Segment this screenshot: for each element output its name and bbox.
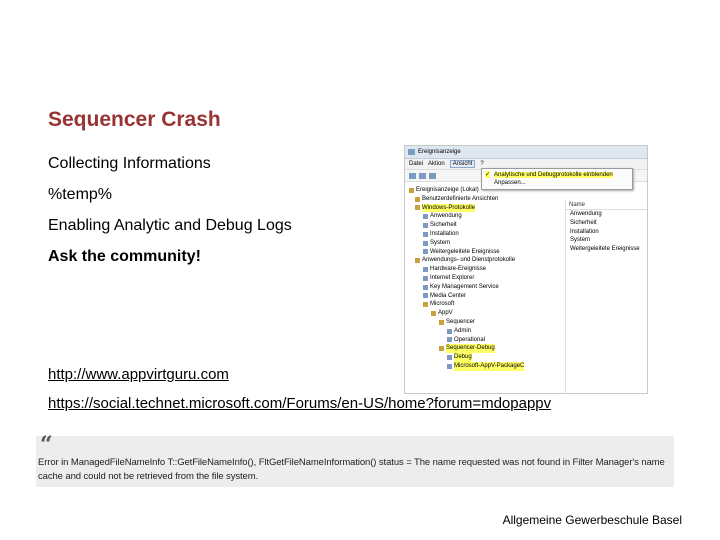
tree-item[interactable]: Microsoft [409,300,547,309]
menu-ansicht[interactable]: Ansicht [450,160,476,168]
menu-help[interactable]: ? [480,161,484,167]
log-icon [423,241,428,246]
tree-item[interactable]: Hardware-Ereignisse [409,265,547,274]
column-header-name[interactable]: Name [566,201,648,210]
log-icon [447,364,452,369]
log-icon [423,293,428,298]
log-icon [423,276,428,281]
log-icon [423,249,428,254]
footer-school-name: Allgemeine Gewerbeschule Basel [502,513,682,527]
bullet-enabling-logs: Enabling Analytic and Debug Logs [48,217,292,234]
window-titlebar [405,146,647,159]
tree-item[interactable]: Internet Explorer [409,274,547,283]
tree-item-appv-package[interactable]: Microsoft-AppV-PackageC [409,362,547,371]
event-viewer-screenshot [404,145,648,394]
tree-item[interactable]: Sequencer [409,318,547,327]
tree-item[interactable]: Benutzerdefinierte Ansichten [409,195,547,204]
tree-item[interactable]: AppV [409,309,547,318]
error-quote-text: Error in ManagedFileNameInfo T::GetFileNameInfo(), FltGetFileNameInformation() status = The name requested was not found in Filter Manager's name cache and could not be retrieved from the file system. [38,457,665,482]
properties-icon[interactable] [429,173,436,179]
list-item[interactable]: Anwendung [570,211,602,217]
tree-item-sequencer-debug[interactable]: Sequencer-Debug [409,344,547,353]
tree-item[interactable]: Anwendung [409,212,547,221]
error-quote-box [36,432,674,487]
tree-item[interactable]: Admin [409,327,547,336]
folder-icon [409,188,414,193]
list-item[interactable]: Installation [570,228,599,235]
list-item[interactable]: Sicherheit [570,219,597,226]
log-icon [447,355,452,360]
folder-icon [439,320,444,325]
tree-item[interactable]: Weitergeleitete Ereignisse [409,248,547,257]
tree-item[interactable]: Installation [409,230,547,239]
log-list-pane [565,201,648,394]
menu-item-show-analytic-debug[interactable]: ✓ Analytische und Debugprotokolle einblenden [485,172,613,178]
tree-item[interactable]: Media Center [409,292,547,301]
list-item[interactable]: System [570,237,591,244]
tree-item[interactable]: Sicherheit [409,221,547,230]
log-icon [423,267,428,272]
tree-item-debug[interactable]: Debug [409,353,547,362]
event-viewer-icon [408,149,415,155]
folder-icon [431,311,436,316]
log-icon [447,337,452,342]
window-title: Ereignisanzeige [418,149,461,155]
quote-mark-icon: “ [40,432,53,458]
tree-item[interactable]: Key Management Service [409,283,547,292]
menu-item-customize[interactable]: Anpassen... [494,180,526,186]
list-item[interactable]: Weitergeleitete Ereignisse [570,246,640,253]
folder-icon [415,197,420,202]
link-technet-forum[interactable]: https://social.technet.microsoft.com/Forums/en-US/home?forum=mdopappv [48,395,552,412]
link-appvirtguru[interactable]: http://www.appvirtguru.com [48,366,229,383]
folder-icon [415,258,420,263]
menu-aktion[interactable]: Aktion [428,161,445,167]
log-icon [447,329,452,334]
folder-icon [439,346,444,351]
menu-datei[interactable]: Datei [409,161,424,167]
checkmark-icon: ✓ [485,172,491,178]
forward-icon[interactable] [419,173,426,179]
bullet-community: Ask the community! [48,248,201,265]
log-icon [423,232,428,237]
log-icon [423,214,428,219]
tree-item[interactable]: System [409,239,547,248]
tree-item-windows-logs[interactable]: Windows-Protokolle [409,204,547,213]
folder-icon [415,205,420,210]
folder-icon [423,302,428,307]
slide-title: Sequencer Crash [48,108,221,131]
bullet-collecting: Collecting Informations [48,155,211,172]
tree-item[interactable]: Ereignisanzeige (Lokal) [409,186,547,195]
navigation-tree [409,186,547,371]
bullet-temp: %temp% [48,186,113,203]
tree-item[interactable]: Operational [409,336,547,345]
log-icon [423,285,428,290]
tree-item[interactable]: Anwendungs- und Dienstprotokolle [409,256,547,265]
back-icon[interactable] [409,173,416,179]
log-icon [423,223,428,228]
